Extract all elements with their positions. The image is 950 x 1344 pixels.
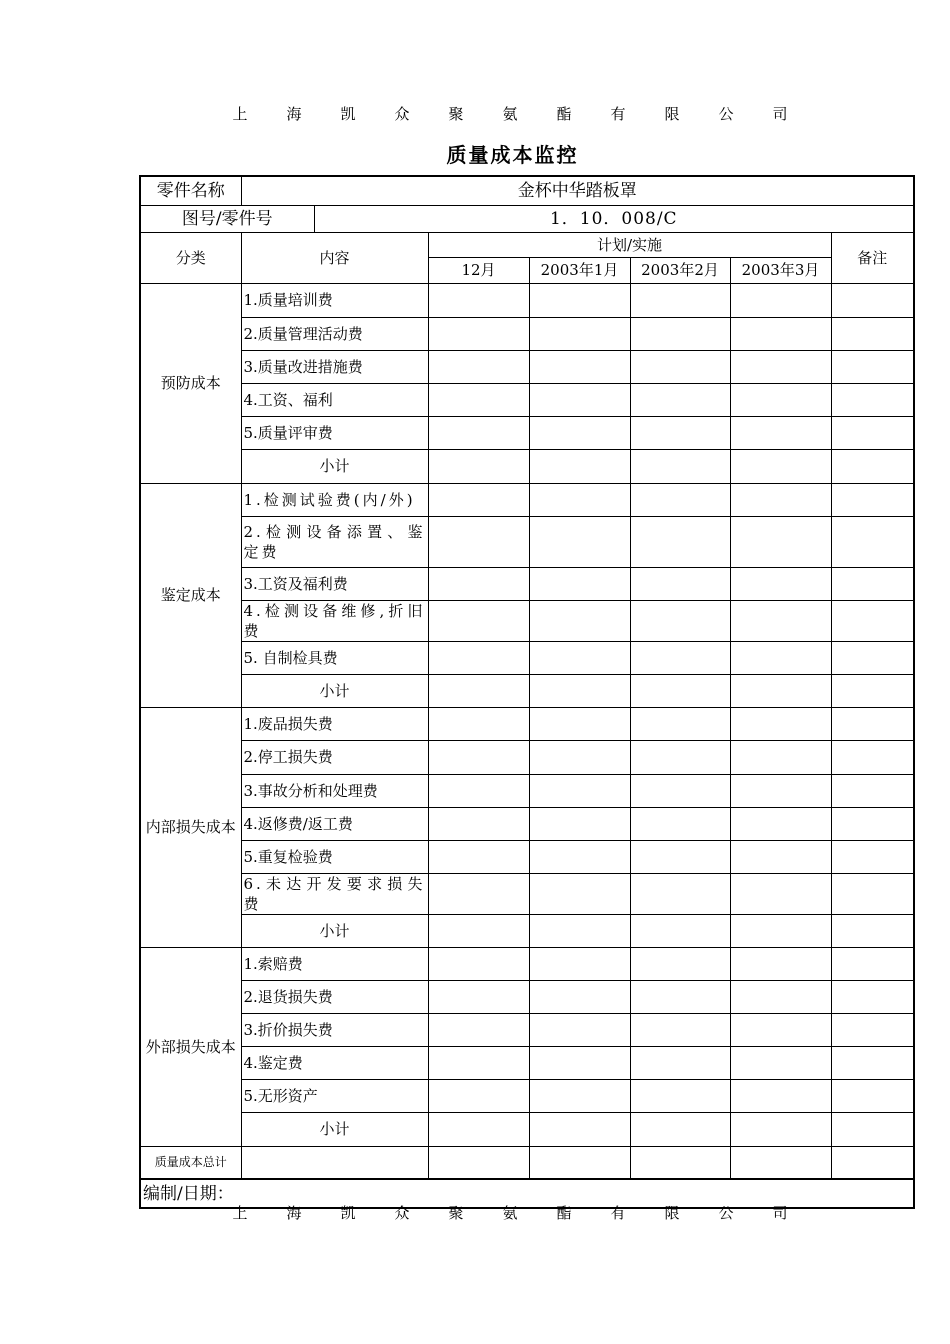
month-value-cell[interactable] — [529, 483, 630, 516]
subtotal-label: 小计 — [241, 674, 428, 707]
month-value-cell[interactable] — [428, 483, 529, 516]
part-no-value: 1．10．008/C — [314, 205, 914, 232]
month-value-cell[interactable] — [730, 873, 831, 914]
subtotal-value-cell[interactable] — [529, 914, 630, 947]
total-content-cell[interactable] — [241, 1146, 428, 1179]
month-value-cell[interactable] — [630, 774, 730, 807]
subtotal-row — [140, 449, 914, 483]
content-cell: 1.索赔费 — [241, 947, 428, 980]
month-value-cell[interactable] — [630, 947, 730, 980]
table-row — [140, 980, 914, 1013]
remark-cell[interactable] — [831, 641, 914, 674]
month-value-cell[interactable] — [730, 1046, 831, 1079]
month-value-cell[interactable] — [630, 1079, 730, 1112]
company-char: 海 — [286, 105, 302, 123]
month-value-cell[interactable] — [630, 980, 730, 1013]
content-cell: 6.未达开发要求损失费 — [241, 873, 428, 914]
month-value-cell[interactable] — [630, 641, 730, 674]
company-char: 酯 — [556, 105, 572, 123]
subtotal-remark-cell[interactable] — [831, 674, 914, 707]
month-value-cell[interactable] — [529, 1046, 630, 1079]
category-cell: 外部损失成本 — [140, 947, 241, 1146]
month-value-cell[interactable] — [428, 641, 529, 674]
month-value-cell[interactable] — [630, 567, 730, 600]
month-value-cell[interactable] — [630, 283, 730, 317]
month-value-cell[interactable] — [529, 416, 630, 449]
table-row — [140, 740, 914, 774]
subtotal-value-cell[interactable] — [428, 914, 529, 947]
table-row — [140, 483, 914, 516]
remark-cell[interactable] — [831, 1046, 914, 1079]
month-value-cell[interactable] — [730, 1013, 831, 1046]
content-cell: 3.事故分析和处理费 — [241, 774, 428, 807]
company-char: 上 — [232, 105, 248, 123]
subtotal-value-cell[interactable] — [529, 1112, 630, 1146]
company-char: 司 — [772, 105, 788, 123]
content-cell: 1.质量培训费 — [241, 283, 428, 317]
content-cell: 2.检测设备添置、鉴定费 — [241, 516, 428, 567]
part-no-label: 图号/零件号 — [140, 205, 314, 232]
month-value-cell[interactable] — [529, 350, 630, 383]
subtotal-remark-cell[interactable] — [831, 449, 914, 483]
subtotal-label: 小计 — [241, 914, 428, 947]
total-remark-cell[interactable] — [831, 1146, 914, 1179]
table-row — [140, 416, 914, 449]
remark-cell[interactable] — [831, 483, 914, 516]
company-name-top — [230, 103, 790, 124]
content-cell: 1.废品损失费 — [241, 707, 428, 740]
remark-cell[interactable] — [831, 600, 914, 641]
table-row — [140, 774, 914, 807]
month-value-cell[interactable] — [428, 416, 529, 449]
month-value-cell[interactable] — [529, 707, 630, 740]
remark-cell[interactable] — [831, 947, 914, 980]
content-cell: 4.返修费/返工费 — [241, 807, 428, 840]
content-cell: 3.质量改进措施费 — [241, 350, 428, 383]
content-cell: 3.工资及福利费 — [241, 567, 428, 600]
month-value-cell[interactable] — [730, 947, 831, 980]
prepared-by-date: 编制/日期： — [140, 1179, 914, 1208]
month-value-cell[interactable] — [428, 840, 529, 873]
remark-header: 备注 — [831, 232, 914, 283]
remark-cell[interactable] — [831, 740, 914, 774]
month-value-cell[interactable] — [730, 567, 831, 600]
month-value-cell[interactable] — [630, 383, 730, 416]
month-value-cell[interactable] — [730, 600, 831, 641]
month-value-cell[interactable] — [630, 1046, 730, 1079]
subtotal-row — [140, 1112, 914, 1146]
table-row — [140, 383, 914, 416]
company-char: 凯 — [340, 105, 356, 123]
month-value-cell[interactable] — [630, 873, 730, 914]
company-char: 有 — [610, 105, 626, 123]
company-char: 聚 — [448, 1204, 464, 1222]
month-value-cell[interactable] — [730, 283, 831, 317]
total-value-cell[interactable] — [630, 1146, 730, 1179]
table-row — [140, 1013, 914, 1046]
month-value-cell[interactable] — [529, 600, 630, 641]
remark-cell[interactable] — [831, 383, 914, 416]
month-value-cell[interactable] — [529, 774, 630, 807]
month-value-cell[interactable] — [529, 317, 630, 350]
month-value-cell[interactable] — [730, 350, 831, 383]
subtotal-label: 小计 — [241, 449, 428, 483]
month-value-cell[interactable] — [428, 350, 529, 383]
table-row — [140, 641, 914, 674]
month-value-cell[interactable] — [428, 707, 529, 740]
company-char: 海 — [286, 1204, 302, 1222]
remark-cell[interactable] — [831, 416, 914, 449]
company-char: 公 — [718, 105, 734, 123]
month-value-cell[interactable] — [428, 774, 529, 807]
subtotal-value-cell[interactable] — [529, 674, 630, 707]
month-value-cell[interactable] — [730, 641, 831, 674]
remark-cell[interactable] — [831, 567, 914, 600]
month-header: 12月 — [428, 257, 529, 283]
subtotal-value-cell[interactable] — [630, 914, 730, 947]
table-row — [140, 707, 914, 740]
remark-cell[interactable] — [831, 980, 914, 1013]
month-value-cell[interactable] — [529, 567, 630, 600]
total-row — [140, 1146, 914, 1179]
company-char: 众 — [394, 1204, 410, 1222]
part-name-value: 金杯中华踏板罩 — [241, 176, 914, 205]
month-value-cell[interactable] — [630, 416, 730, 449]
remark-cell[interactable] — [831, 350, 914, 383]
remark-cell[interactable] — [831, 840, 914, 873]
subtotal-value-cell[interactable] — [730, 914, 831, 947]
month-value-cell[interactable] — [730, 840, 831, 873]
month-value-cell[interactable] — [630, 317, 730, 350]
month-value-cell[interactable] — [428, 567, 529, 600]
month-value-cell[interactable] — [428, 516, 529, 567]
month-value-cell[interactable] — [428, 873, 529, 914]
month-value-cell[interactable] — [428, 807, 529, 840]
company-char: 公 — [718, 1204, 734, 1222]
category-cell: 内部损失成本 — [140, 707, 241, 947]
month-value-cell[interactable] — [529, 807, 630, 840]
month-value-cell[interactable] — [630, 840, 730, 873]
table-row — [140, 873, 914, 914]
remark-cell[interactable] — [831, 807, 914, 840]
month-value-cell[interactable] — [529, 283, 630, 317]
month-value-cell[interactable] — [730, 774, 831, 807]
month-value-cell[interactable] — [529, 740, 630, 774]
subtotal-value-cell[interactable] — [630, 449, 730, 483]
table-row — [140, 600, 914, 641]
month-value-cell[interactable] — [630, 1013, 730, 1046]
category-header: 分类 — [140, 232, 241, 283]
content-cell: 2.停工损失费 — [241, 740, 428, 774]
month-value-cell[interactable] — [630, 350, 730, 383]
content-cell: 4.检测设备维修,折旧费 — [241, 600, 428, 641]
month-value-cell[interactable] — [630, 600, 730, 641]
content-cell: 1.检测试验费(内/外) — [241, 483, 428, 516]
remark-cell[interactable] — [831, 707, 914, 740]
part-name-label: 零件名称 — [140, 176, 241, 205]
month-value-cell[interactable] — [529, 873, 630, 914]
content-cell: 3.折价损失费 — [241, 1013, 428, 1046]
subtotal-remark-cell[interactable] — [831, 1112, 914, 1146]
table-row — [140, 567, 914, 600]
table-row — [140, 1079, 914, 1112]
subtotal-value-cell[interactable] — [730, 674, 831, 707]
remark-cell[interactable] — [831, 1079, 914, 1112]
content-cell: 2.退货损失费 — [241, 980, 428, 1013]
month-value-cell[interactable] — [630, 707, 730, 740]
table-row — [140, 807, 914, 840]
month-value-cell[interactable] — [529, 840, 630, 873]
month-value-cell[interactable] — [730, 807, 831, 840]
company-char: 氨 — [502, 105, 518, 123]
category-cell: 鉴定成本 — [140, 483, 241, 707]
month-value-cell[interactable] — [428, 740, 529, 774]
company-name-bottom — [230, 1202, 790, 1223]
company-char: 众 — [394, 105, 410, 123]
month-value-cell[interactable] — [730, 1079, 831, 1112]
remark-cell[interactable] — [831, 283, 914, 317]
category-cell: 预防成本 — [140, 283, 241, 483]
month-header: 2003年3月 — [730, 257, 831, 283]
company-char: 聚 — [448, 105, 464, 123]
month-value-cell[interactable] — [630, 807, 730, 840]
month-value-cell[interactable] — [529, 516, 630, 567]
total-value-cell[interactable] — [428, 1146, 529, 1179]
remark-cell[interactable] — [831, 873, 914, 914]
content-cell: 4.工资、福利 — [241, 383, 428, 416]
total-label: 质量成本总计 — [140, 1146, 241, 1179]
subtotal-value-cell[interactable] — [428, 674, 529, 707]
subtotal-value-cell[interactable] — [630, 1112, 730, 1146]
subtotal-value-cell[interactable] — [529, 449, 630, 483]
table-row — [140, 317, 914, 350]
month-value-cell[interactable] — [529, 947, 630, 980]
table-row — [140, 840, 914, 873]
month-value-cell[interactable] — [428, 1079, 529, 1112]
total-value-cell[interactable] — [529, 1146, 630, 1179]
subtotal-value-cell[interactable] — [730, 1112, 831, 1146]
company-char: 限 — [664, 105, 680, 123]
remark-cell[interactable] — [831, 774, 914, 807]
subtotal-value-cell[interactable] — [428, 449, 529, 483]
quality-cost-table — [139, 175, 915, 1209]
month-value-cell[interactable] — [730, 483, 831, 516]
subtotal-value-cell[interactable] — [630, 674, 730, 707]
table-row — [140, 516, 914, 567]
company-char: 司 — [772, 1204, 788, 1222]
month-value-cell[interactable] — [529, 980, 630, 1013]
subtotal-value-cell[interactable] — [730, 449, 831, 483]
remark-cell[interactable] — [831, 317, 914, 350]
month-value-cell[interactable] — [730, 383, 831, 416]
company-char: 限 — [664, 1204, 680, 1222]
month-value-cell[interactable] — [630, 740, 730, 774]
month-value-cell[interactable] — [529, 1013, 630, 1046]
subtotal-remark-cell[interactable] — [831, 914, 914, 947]
total-value-cell[interactable] — [730, 1146, 831, 1179]
month-value-cell[interactable] — [428, 1046, 529, 1079]
company-char: 凯 — [340, 1204, 356, 1222]
document-title: 质量成本监控 — [446, 143, 579, 167]
plan-actual-header: 计划/实施 — [428, 232, 831, 257]
subtotal-label: 小计 — [241, 1112, 428, 1146]
month-value-cell[interactable] — [730, 740, 831, 774]
remark-cell[interactable] — [831, 516, 914, 567]
content-cell: 4.鉴定费 — [241, 1046, 428, 1079]
month-value-cell[interactable] — [730, 707, 831, 740]
subtotal-row — [140, 914, 914, 947]
content-cell: 5.重复检验费 — [241, 840, 428, 873]
month-value-cell[interactable] — [428, 283, 529, 317]
content-header: 内容 — [241, 232, 428, 283]
table-row — [140, 350, 914, 383]
month-value-cell[interactable] — [630, 483, 730, 516]
month-value-cell[interactable] — [428, 947, 529, 980]
remark-cell[interactable] — [831, 1013, 914, 1046]
company-char: 有 — [610, 1204, 626, 1222]
month-value-cell[interactable] — [730, 516, 831, 567]
content-cell: 5.质量评审费 — [241, 416, 428, 449]
month-value-cell[interactable] — [730, 317, 831, 350]
content-cell: 5. 自制检具费 — [241, 641, 428, 674]
month-value-cell[interactable] — [428, 383, 529, 416]
month-value-cell[interactable] — [529, 1079, 630, 1112]
content-cell: 5.无形资产 — [241, 1079, 428, 1112]
month-value-cell[interactable] — [529, 383, 630, 416]
month-value-cell[interactable] — [529, 641, 630, 674]
table-row — [140, 947, 914, 980]
month-value-cell[interactable] — [730, 416, 831, 449]
month-value-cell[interactable] — [428, 1013, 529, 1046]
company-char: 酯 — [556, 1204, 572, 1222]
table-row — [140, 283, 914, 317]
month-header: 2003年1月 — [529, 257, 630, 283]
month-header: 2003年2月 — [630, 257, 730, 283]
month-value-cell[interactable] — [428, 317, 529, 350]
table-row — [140, 1046, 914, 1079]
company-char: 氨 — [502, 1204, 518, 1222]
month-value-cell[interactable] — [428, 600, 529, 641]
month-value-cell[interactable] — [730, 980, 831, 1013]
month-value-cell[interactable] — [630, 516, 730, 567]
content-cell: 2.质量管理活动费 — [241, 317, 428, 350]
subtotal-value-cell[interactable] — [428, 1112, 529, 1146]
month-value-cell[interactable] — [428, 980, 529, 1013]
company-char: 上 — [232, 1204, 248, 1222]
subtotal-row — [140, 674, 914, 707]
